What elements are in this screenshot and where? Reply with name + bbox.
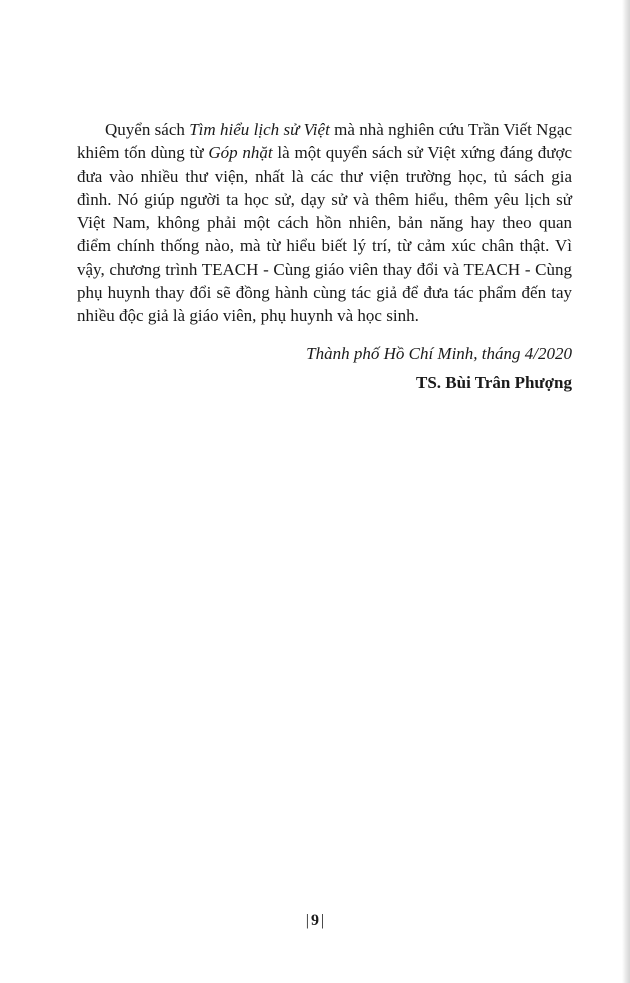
page-number-value: 9	[311, 912, 319, 929]
body-paragraph	[77, 118, 572, 328]
author-signature: TS. Bùi Trân Phượng	[416, 372, 572, 392]
phrase-italic: Góp nhặt	[208, 143, 273, 163]
page-edge-shadow	[622, 0, 630, 983]
page-content	[77, 118, 572, 394]
place-date: Thành phố Hồ Chí Minh, tháng 4/2020	[306, 343, 572, 363]
paragraph-text-3: là một quyển sách sử Việt xứng đáng được đưa vào nhiều thư viện, nhất là các thư viện trường học, tủ sách gia đình. Nó giúp người ta học sử, dạy sử và thêm hiểu, thêm yêu lịch sử Việt Nam, không phải một cách hồn nhiên, bản năng hay theo quan điểm chính thống nào, mà từ hiểu biết lý trí, từ cảm xúc chân thật. Vì vậy, chương trình TEACH - Cùng giáo viên thay đổi và TEACH - Cùng phụ huynh thay đổi sẽ đồng hành cùng tác giả để đưa tác phẩm đến tay nhiều độc giả là giáo viên, phụ huynh và học sinh.	[77, 143, 573, 326]
page-number-left-bar: |	[305, 912, 309, 929]
page-number	[0, 912, 630, 930]
paragraph-text-1: Quyển sách	[105, 120, 190, 139]
paragraph-text-2: mà nhà nghiên cứu Trần Viết Ngạc khiêm tốn dùng từ	[77, 120, 573, 163]
page-number-right-bar: |	[321, 912, 325, 929]
book-title-italic: Tìm hiểu lịch sử Việt	[189, 120, 330, 139]
